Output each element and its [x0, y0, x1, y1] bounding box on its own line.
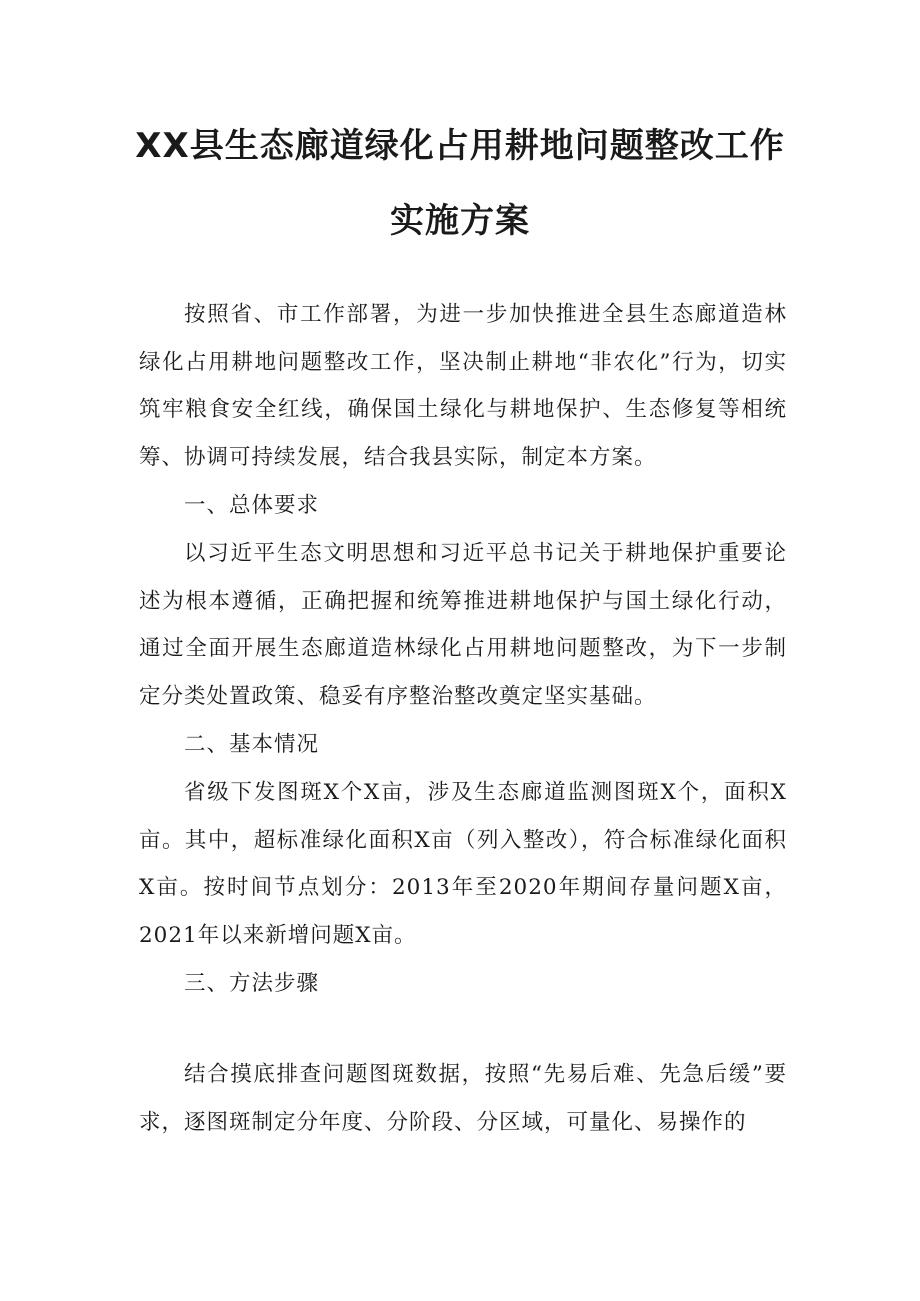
section-heading-basic-situation: 二、基本情况: [184, 732, 320, 757]
document-title-line-1: XX县生态廊道绿化占用耕地问题整改工作: [135, 126, 785, 166]
section-heading-methods-steps: 三、方法步骤: [184, 971, 320, 996]
intro-paragraph: 按照省、市工作部署，为进一步加快推进全县生态廊道造林绿化占用耕地问题整改工作，坚决制止耕地“非农化”行为，切实筑牢粮食安全红线，确保国土绿化与耕地保护、生态修复等相统筹、协调可持续发展，结合我县实际，制定本方案。: [139, 302, 787, 470]
section-heading-overall-requirements: 一、总体要求: [184, 493, 320, 518]
section-paragraph-methods-steps: 结合摸底排查问题图斑数据，按照“先易后难、先急后缓”要求，逐图斑制定分年度、分阶段、分区域，可量化、易操作的: [139, 1062, 787, 1135]
document-title-line-2: 实施方案: [390, 201, 530, 241]
section-paragraph-basic-situation: 省级下发图斑X个X亩，涉及生态廊道监测图斑X个，面积X亩。其中，超标准绿化面积X亩（列入整改），符合标准绿化面积X亩。按时间节点划分：2013年至2020年期间存量问题X亩，2021年以来新增问题X亩。: [139, 780, 787, 948]
section-paragraph-overall-requirements: 以习近平生态文明思想和习近平总书记关于耕地保护重要论述为根本遵循，正确把握和统筹推进耕地保护与国土绿化行动，通过全面开展生态廊道造林绿化占用耕地问题整改，为下一步制定分类处置政策、稳妥有序整治整改奠定坚实基础。: [139, 541, 787, 709]
